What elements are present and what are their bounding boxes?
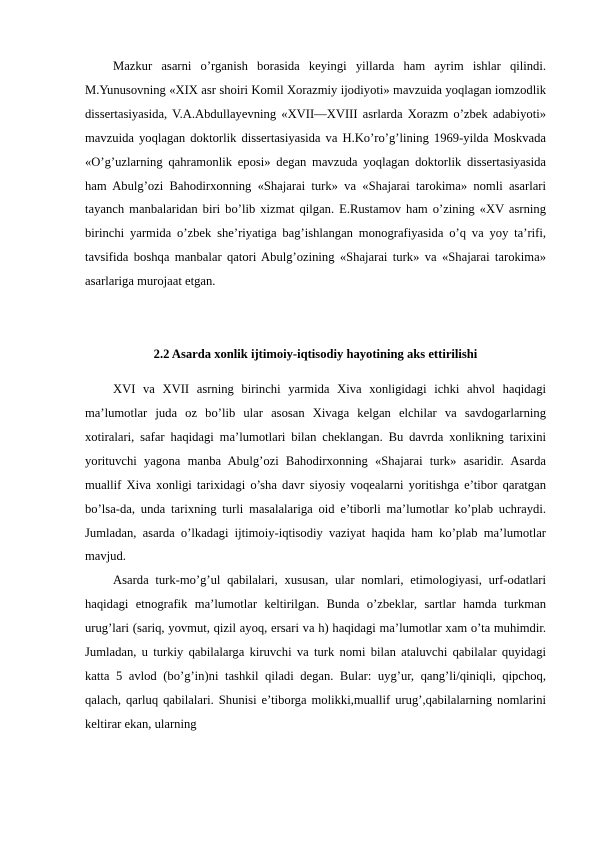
- section-heading: 2.2 Asarda xonlik ijtimoiy-iqtisodiy hayotining aks ettirilishi: [153, 347, 478, 362]
- intro-paragraph: Mazkur asarni o’rganish borasida keyingi yillarda ham ayrim ishlar qilindi. M.Yunusovning «XIX asr shoiri Komil Xorazmiy ijodiyoti» mavzuida yoqlagan iomzodlik dissertasiyasida, V.A.Abdullayevning «XVII—XVIII asrlarda Xorazm o’zbek adabiyoti» mavzuida yoqlagan doktorlik dissertasiyasida va H.Ko’ro’g’lining 1969-yilda Moskvada «O’g’uzlarning qahramonlik eposi» degan mavzuda yoqlagan doktorlik dissertasiyasida ham Abulg’ozi Bahodirxonning «Shajarai turk» va «Shajarai tarokima» nomli asarlari tayanch manbalaridan biri bo’lib xizmat qilgan. E.Rustamov ham o’zining «XV asrning birinchi yarmida o’zbek she’riyatiga bag’ishlangan monografiyasida o’q va yoy ta’rifi, tavsifida boshqa manbalar qatori Abulg’ozining «Shajarai turk» va «Shajarai tarokima» asarlariga murojaat etgan.: [85, 59, 546, 289]
- body-paragraph-1: XVI va XVII asrning birinchi yarmida Xiva xonligidagi ichki ahvol haqidagi ma’lumotlar juda oz bo’lib ular asosan Xivaga kelgan elchilar va savdogarlarning xotiralari, safar haqidagi ma’lumotlari bilan cheklangan. Bu davrda xonlikning tarixini yorituvchi yagona manba Abulg’ozi Bahodirxonning «Shajarai turk» asaridir. Asarda muallif Xiva xonligi tarixidagi o’sha davr siyosiy voqealarni yoritishga e’tibor qaratgan bo’lsa-da, unda tarixning turli masalalariga oid e’tiborli ma’lumotlar ko’plab uchraydi. Jumladan, asarda o’lkadagi ijtimoiy-iqtisodiy vaziyat haqida ham ko’plab ma’lumotlar mavjud.: [85, 382, 546, 564]
- document-page: [85, 55, 546, 737]
- section-spacer: [85, 294, 546, 342]
- heading-spacer: [85, 366, 546, 378]
- body-paragraph-2: Asarda turk-mo’g’ul qabilalari, xususan, ular nomlari, etimologiyasi, urf-odatlari haqidagi etnografik ma’lumotlar keltirilgan. Bunda o’zbeklar, sartlar hamda turkman urug’lari (sariq, yovmut, qizil ayoq, ersari va h) haqidagi ma’lumotlar xam o’ta muhimdir. Jumladan, u turkiy qabilalarga kiruvchi va turk nomi bilan ataluvchi qabilalar quyidagi katta 5 avlod (bo’g’in)ni tashkil qiladi degan. Bular: uyg’ur, qang’li/qiniqli, qipchoq, qalach, qarluq qabilalari. Shunisi e’tiborga molikki,muallif urug’,qabilalarning nomlarini keltirar ekan, ularning: [85, 573, 546, 731]
